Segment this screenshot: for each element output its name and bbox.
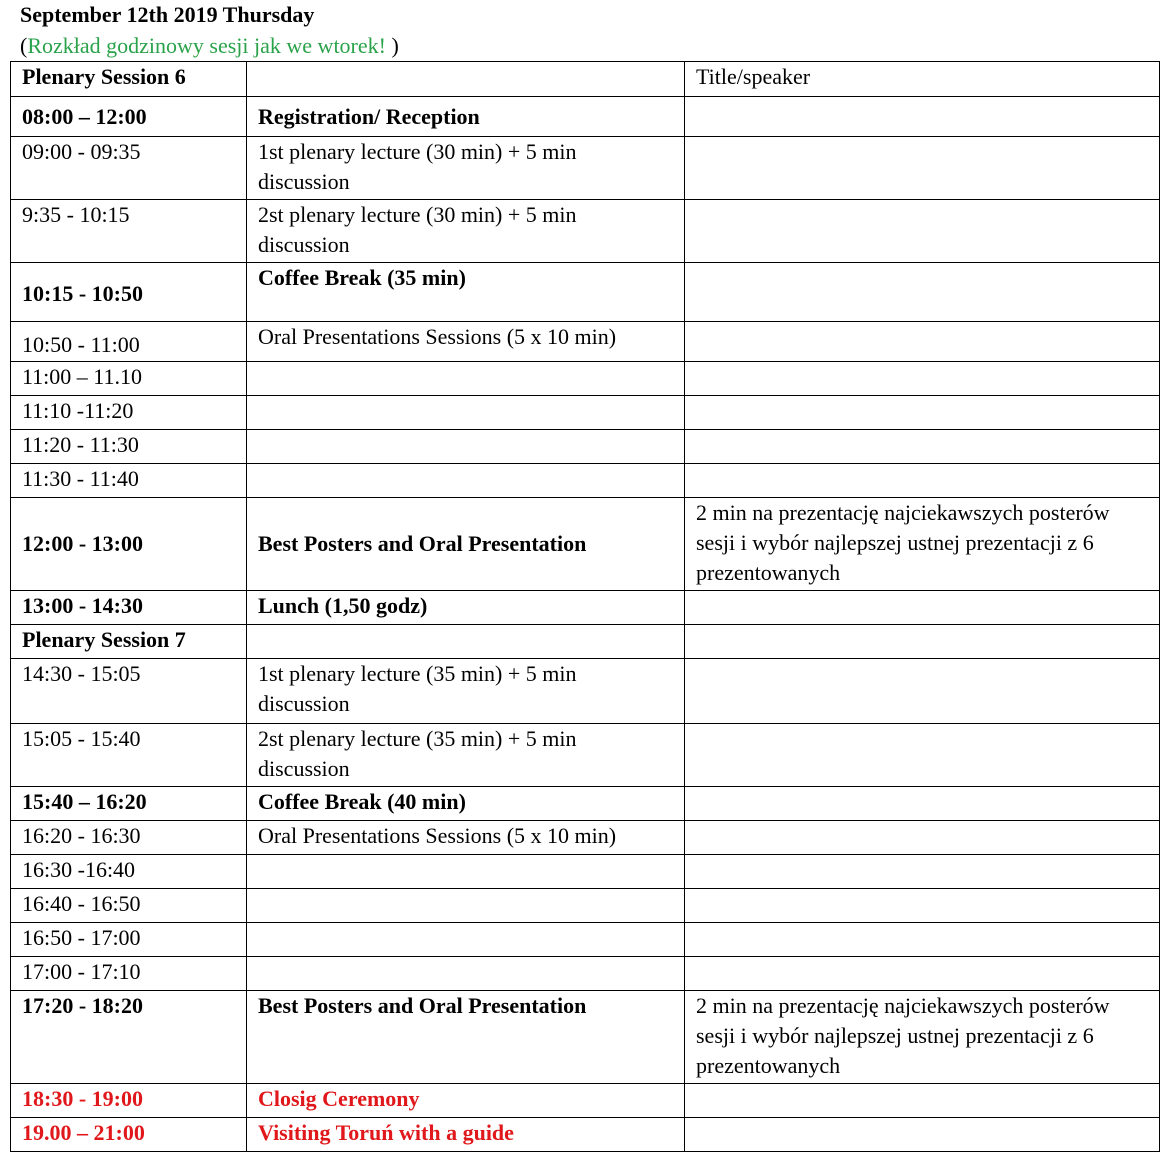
event-cell bbox=[247, 464, 685, 498]
table-row bbox=[11, 430, 1160, 464]
table-row bbox=[11, 821, 1160, 855]
time-cell: 10:50 - 11:00 bbox=[11, 322, 247, 362]
table-row bbox=[11, 464, 1160, 498]
time-cell: 13:00 - 14:30 bbox=[11, 591, 247, 625]
time-cell: 11:00 – 11.10 bbox=[11, 362, 247, 396]
table-row bbox=[11, 362, 1160, 396]
table-row bbox=[11, 591, 1160, 625]
table-cell-empty bbox=[247, 625, 685, 659]
event-cell: Oral Presentations Sessions (5 x 10 min) bbox=[247, 322, 685, 362]
time-cell: 14:30 - 15:05 bbox=[11, 659, 247, 724]
event-cell bbox=[247, 855, 685, 889]
table-cell-empty bbox=[247, 62, 685, 97]
table-row bbox=[11, 137, 1160, 200]
time-cell: 9:35 - 10:15 bbox=[11, 200, 247, 263]
time-cell: 16:30 -16:40 bbox=[11, 855, 247, 889]
table-row bbox=[11, 855, 1160, 889]
table-row bbox=[11, 787, 1160, 821]
event-cell: Registration/ Reception bbox=[247, 97, 685, 137]
table-row bbox=[11, 1118, 1160, 1152]
event-cell bbox=[247, 430, 685, 464]
event-cell: Closig Ceremony bbox=[247, 1084, 685, 1118]
note-cell bbox=[685, 430, 1160, 464]
table-row-session-7 bbox=[11, 625, 1160, 659]
schedule-table bbox=[10, 61, 1160, 1152]
table-row bbox=[11, 724, 1160, 787]
time-cell: 16:20 - 16:30 bbox=[11, 821, 247, 855]
event-cell: Visiting Toruń with a guide bbox=[247, 1118, 685, 1152]
event-cell: Best Posters and Oral Presentation bbox=[247, 991, 685, 1084]
table-row bbox=[11, 498, 1160, 591]
event-cell: 2st plenary lecture (35 min) + 5 min discussion bbox=[247, 724, 685, 787]
table-row bbox=[11, 889, 1160, 923]
time-cell: 11:30 - 11:40 bbox=[11, 464, 247, 498]
time-cell: 12:00 - 13:00 bbox=[11, 498, 247, 591]
note-cell bbox=[685, 724, 1160, 787]
note-cell bbox=[685, 889, 1160, 923]
time-cell: 18:30 - 19:00 bbox=[11, 1084, 247, 1118]
note-cell bbox=[685, 591, 1160, 625]
note-cell bbox=[685, 957, 1160, 991]
note-text: Rozkład godzinowy sesji jak we wtorek! bbox=[27, 33, 386, 58]
time-cell: 16:50 - 17:00 bbox=[11, 923, 247, 957]
note-cell bbox=[685, 1118, 1160, 1152]
event-cell: 1st plenary lecture (30 min) + 5 min discussion bbox=[247, 137, 685, 200]
table-row bbox=[11, 957, 1160, 991]
table-row bbox=[11, 200, 1160, 263]
event-cell: Lunch (1,50 godz) bbox=[247, 591, 685, 625]
time-cell: 09:00 - 09:35 bbox=[11, 137, 247, 200]
note-cell bbox=[685, 821, 1160, 855]
event-cell: Coffee Break (35 min) bbox=[247, 263, 685, 322]
table-row bbox=[11, 659, 1160, 724]
table-row bbox=[11, 263, 1160, 322]
table-row-session-6 bbox=[11, 62, 1160, 97]
note-cell bbox=[685, 923, 1160, 957]
time-cell: 15:40 – 16:20 bbox=[11, 787, 247, 821]
note-cell bbox=[685, 659, 1160, 724]
time-cell: 19.00 – 21:00 bbox=[11, 1118, 247, 1152]
note-cell: 2 min na prezentację najciekawszych posterów sesji i wybór najlepszej ustnej prezentacji z 6 prezentowanych bbox=[685, 498, 1160, 591]
note-open-paren: ( bbox=[20, 33, 28, 58]
table-row bbox=[11, 97, 1160, 137]
note-cell bbox=[685, 396, 1160, 430]
table-row bbox=[11, 923, 1160, 957]
time-cell: 08:00 – 12:00 bbox=[11, 97, 247, 137]
event-cell: 2st plenary lecture (30 min) + 5 min discussion bbox=[247, 200, 685, 263]
event-cell bbox=[247, 889, 685, 923]
schedule-note bbox=[20, 31, 399, 61]
note-cell bbox=[685, 1084, 1160, 1118]
title-speaker-header: Title/speaker bbox=[685, 62, 1160, 97]
page-title: September 12th 2019 Thursday bbox=[20, 2, 315, 27]
time-cell: 17:00 - 17:10 bbox=[11, 957, 247, 991]
time-cell: 11:10 -11:20 bbox=[11, 396, 247, 430]
event-cell: 1st plenary lecture (35 min) + 5 min discussion bbox=[247, 659, 685, 724]
event-cell bbox=[247, 396, 685, 430]
note-cell bbox=[685, 362, 1160, 396]
note-cell bbox=[685, 97, 1160, 137]
note-cell bbox=[685, 263, 1160, 322]
event-cell: Oral Presentations Sessions (5 x 10 min) bbox=[247, 821, 685, 855]
event-cell bbox=[247, 923, 685, 957]
time-cell: 16:40 - 16:50 bbox=[11, 889, 247, 923]
event-cell bbox=[247, 362, 685, 396]
note-cell bbox=[685, 322, 1160, 362]
time-cell: 11:20 - 11:30 bbox=[11, 430, 247, 464]
note-cell: 2 min na prezentację najciekawszych posterów sesji i wybór najlepszej ustnej prezentacji z 6 prezentowanych bbox=[685, 991, 1160, 1084]
note-cell bbox=[685, 200, 1160, 263]
event-cell: Coffee Break (40 min) bbox=[247, 787, 685, 821]
note-cell bbox=[685, 855, 1160, 889]
note-cell bbox=[685, 787, 1160, 821]
table-cell-empty bbox=[685, 625, 1160, 659]
table-row bbox=[11, 1084, 1160, 1118]
note-close-paren: ) bbox=[385, 33, 399, 58]
note-cell bbox=[685, 137, 1160, 200]
time-cell: 17:20 - 18:20 bbox=[11, 991, 247, 1084]
table-row bbox=[11, 991, 1160, 1084]
time-cell: 10:15 - 10:50 bbox=[11, 263, 247, 322]
table-row bbox=[11, 396, 1160, 430]
session-6-label: Plenary Session 6 bbox=[11, 62, 247, 97]
event-cell bbox=[247, 957, 685, 991]
note-cell bbox=[685, 464, 1160, 498]
session-7-label: Plenary Session 7 bbox=[11, 625, 247, 659]
table-row bbox=[11, 322, 1160, 362]
time-cell: 15:05 - 15:40 bbox=[11, 724, 247, 787]
event-cell: Best Posters and Oral Presentation bbox=[247, 498, 685, 591]
